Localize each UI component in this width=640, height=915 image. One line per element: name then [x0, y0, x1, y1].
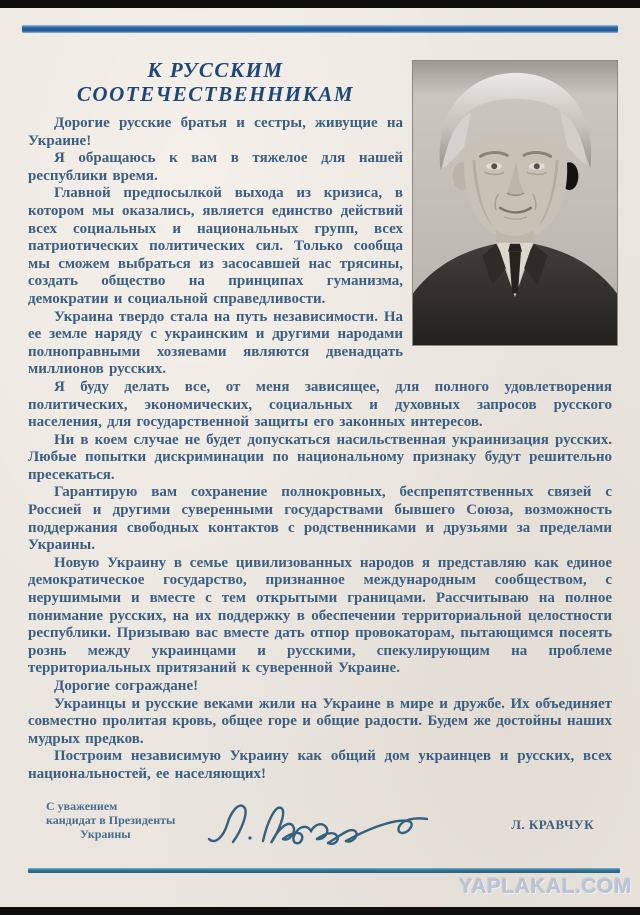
signee-name: Л. КРАВЧУК: [511, 816, 594, 832]
title-line-2: СООТЕЧЕСТВЕННИКАМ: [76, 82, 355, 106]
bottom-black-edge: [0, 907, 640, 915]
closing-line-2: кандидат в Президенты: [46, 812, 176, 827]
signature-image: [201, 795, 436, 858]
leaflet-content: [0, 8, 640, 858]
portrait-photo: [412, 60, 618, 346]
leaflet-paper: [0, 8, 640, 907]
paragraph: Ни в коем случае не будет допускаться насильственная украинизация русских. Любые попытки дискриминации по национальному признаку будут решительно пресекаться.: [28, 431, 612, 483]
paragraph: Построим независимую Украину как общий дом украинцев и русских, всех национальностей, ее населяющих!: [28, 748, 612, 782]
paragraph: Дорогие сограждане!: [54, 678, 199, 694]
paragraph: Новую Украину в семье цивилизованных народов я представляю как единое демократическое государство, признанное международным сообществом, с нерушимыми и вместе с тем открытыми границами. Рассчитываю на полное понимание русских, на их поддержку в обеспечении территориальной целостности республики. Призываю вас вместе дать отпор провокаторам, пытающимся посеять рознь между украинцами и русскими, спекулирующим на проблеме территориальных притязаний к суверенной Украине.: [28, 554, 612, 677]
paragraph: Украинцы и русские веками жили на Украине в мире и дружбе. Их объединяет совместно пролитая кровь, общее горе и общие радости. Будем же достойны наших мудрых предков.: [28, 695, 612, 747]
paragraph: Главной предпосылкой выхода из кризиса, в котором мы оказались, является единство действий всех социальных и национальных групп, всех патриотических политических сил. Только сообща мы сможем выбраться из засосавшей нас трясины, создать общество на принципах гуманизма, демократии и социальной справедливости.: [28, 185, 403, 307]
portrait-image: [413, 61, 617, 345]
paragraph: Украина твердо стала на путь независимости. На ее земле наряду с украинским и другими народами полноправными хозяевами являются двенадцать миллионов русских.: [28, 308, 403, 378]
closing-block: [28, 799, 612, 858]
top-black-edge: [0, 0, 640, 8]
paragraph: Гарантирую вам сохранение полнокровных, беспрепятственных связей с Россией и другими суверенными государствами бывшего Союза, возможность поддержания свободных контактов с родственниками и друзьями за пределами Украины.: [28, 484, 612, 554]
watermark-text: YAPLAKAL.COM: [458, 875, 632, 898]
bottom-blue-rule: [28, 868, 620, 873]
closing-line-3: Украины: [80, 826, 131, 841]
paragraph: Я буду делать все, от меня зависящее, для полного удовлетворения политических, экономических, социальных и духовных запросов русского населения, для государственной защиты его законных интересов.: [28, 378, 612, 431]
closing-line-1: С уважением: [46, 798, 118, 813]
closing-label: [46, 799, 175, 841]
paragraph: Я обращаюсь к вам в тяжелое для нашей республики время.: [28, 150, 403, 184]
paragraph: Дорогие русские братья и сестры, живущие на Украине!: [28, 115, 403, 149]
title-line-1: К РУССКИМ: [147, 58, 284, 82]
